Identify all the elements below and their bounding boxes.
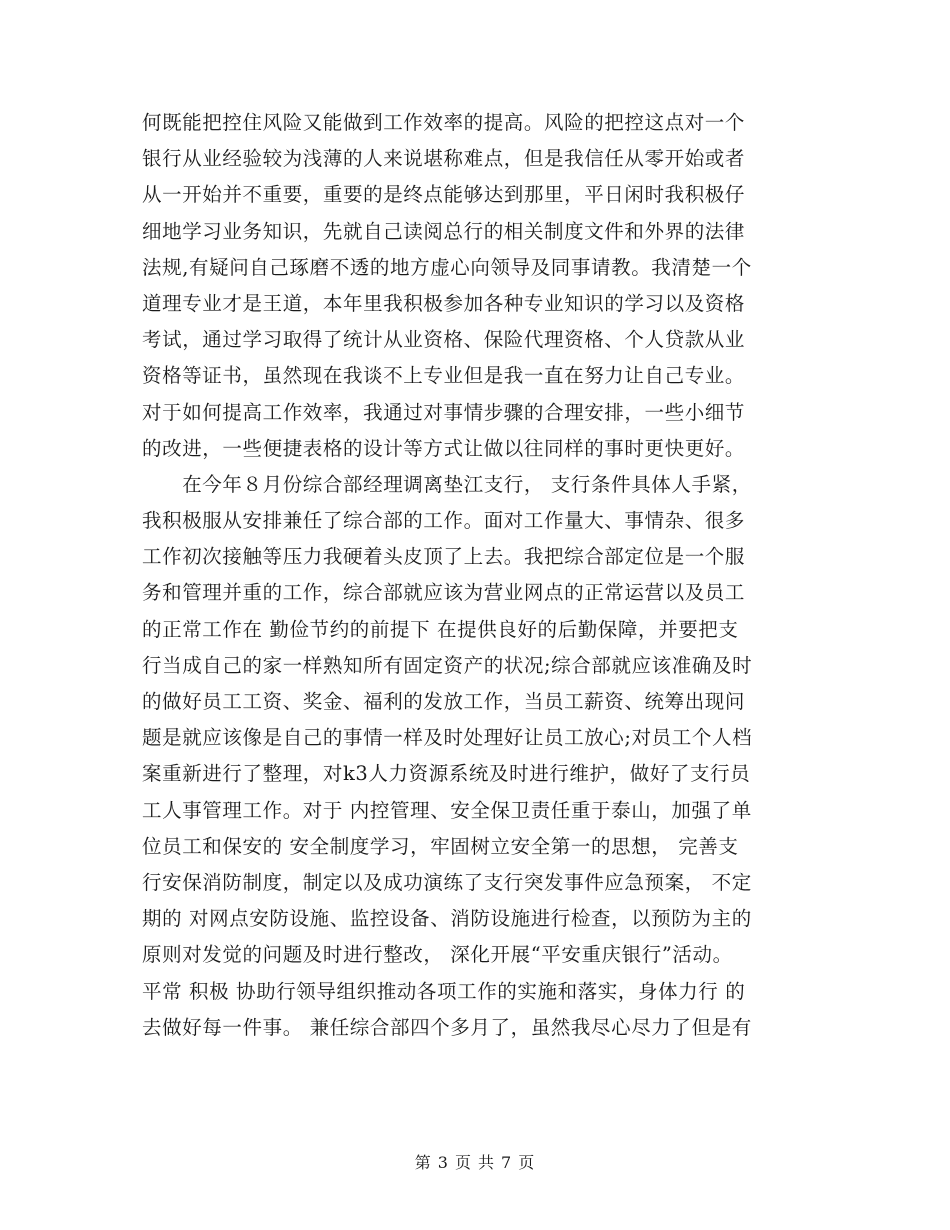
text-line: 细地学习业务知识，先就自己读阅总行的相关制度文件和外界的法律 xyxy=(142,219,746,243)
text-line: 的改进，一些便捷表格的设计等方式让做以往同样的事时更快更好。 xyxy=(142,436,746,460)
text-line: 题是就应该像是自己的事情一样及时处理好让员工放心;对员工个人档 xyxy=(142,726,753,750)
text-line: 去做好每一件事。 兼任综合部四个多月了，虽然我尽心尽力了但是有 xyxy=(142,1015,752,1039)
footer-label-ye: 页 xyxy=(454,1153,472,1172)
footer-label-total: 共 xyxy=(478,1153,496,1172)
text-line: 行安保消防制度，制定以及成功演练了支行突发事件应急预案， 不定 xyxy=(142,870,752,894)
footer-label-ye2: 页 xyxy=(518,1153,536,1172)
text-line: 期的 对网点安防设施、监控设备、消防设施进行检查，以预防为主的 xyxy=(142,907,752,931)
document-body xyxy=(142,105,810,1046)
text-line: 在今年８月份综合部经理调离垫江支行， 支行条件具体人手紧， xyxy=(142,472,752,496)
text-line: 行当成自己的家一样熟知所有固定资产的状况;综合部就应该准确及时 xyxy=(142,653,753,677)
text-line: 考试，通过学习取得了统计从业资格、保险代理资格、个人贷款从业 xyxy=(142,328,746,352)
text-line: 我积极服从安排兼任了综合部的工作。面对工作量大、事情杂、很多 xyxy=(142,509,746,533)
text-line: 从一开始并不重要，重要的是终点能够达到那里，平日闲时我积极仔 xyxy=(142,183,746,207)
text-line: 案重新进行了整理，对k3人力资源系统及时进行维护，做好了支行员 xyxy=(142,762,751,786)
text-line: 务和管理并重的工作，综合部就应该为营业网点的正常运营以及员工 xyxy=(142,581,746,605)
total-page-count: 7 xyxy=(501,1153,513,1172)
page-footer xyxy=(0,1150,950,1173)
text-line: 的做好员工工资、奖金、福利的发放工作，当员工薪资、统筹出现问 xyxy=(142,690,746,713)
text-line: 法规,有疑问自己琢磨不透的地方虚心向领导及同事请教。我清楚一个 xyxy=(142,255,752,279)
current-page-number: 3 xyxy=(437,1153,449,1172)
text-line: 何既能把控住风险又能做到工作效率的提高。风险的把控这点对一个 xyxy=(142,111,746,134)
text-line: 原则对发觉的问题及时进行整改， 深化开展“平安重庆银行”活动。 xyxy=(142,943,733,967)
footer-label-page: 第 xyxy=(414,1153,432,1172)
text-line: 的正常工作在 勤俭节约的前提下 在提供良好的后勤保障，并要把支 xyxy=(142,617,739,641)
text-line: 对于如何提高工作效率，我通过对事情步骤的合理安排，一些小细节 xyxy=(142,400,746,424)
text-line: 位员工和保安的 安全制度学习，牢固树立安全第一的思想， 完善支 xyxy=(142,834,739,858)
text-line: 工作初次接触等压力我硬着头皮顶了上去。我把综合部定位是一个服 xyxy=(142,545,746,569)
text-line: 工人事管理工作。对于 内控管理、安全保卫责任重于泰山，加强了单 xyxy=(142,798,752,822)
text-line: 银行从业经验较为浅薄的人来说堪称难点，但是我信任从零开始或者 xyxy=(142,147,746,171)
text-line: 平常 积极 协助行领导组织推动各项工作的实施和落实，身体力行 的 xyxy=(142,979,746,1003)
text-line: 资格等证书，虽然现在我谈不上专业但是我一直在努力让自己专业。 xyxy=(142,364,746,388)
text-line: 道理专业才是王道，本年里我积极参加各种专业知识的学习以及资格 xyxy=(142,291,746,315)
